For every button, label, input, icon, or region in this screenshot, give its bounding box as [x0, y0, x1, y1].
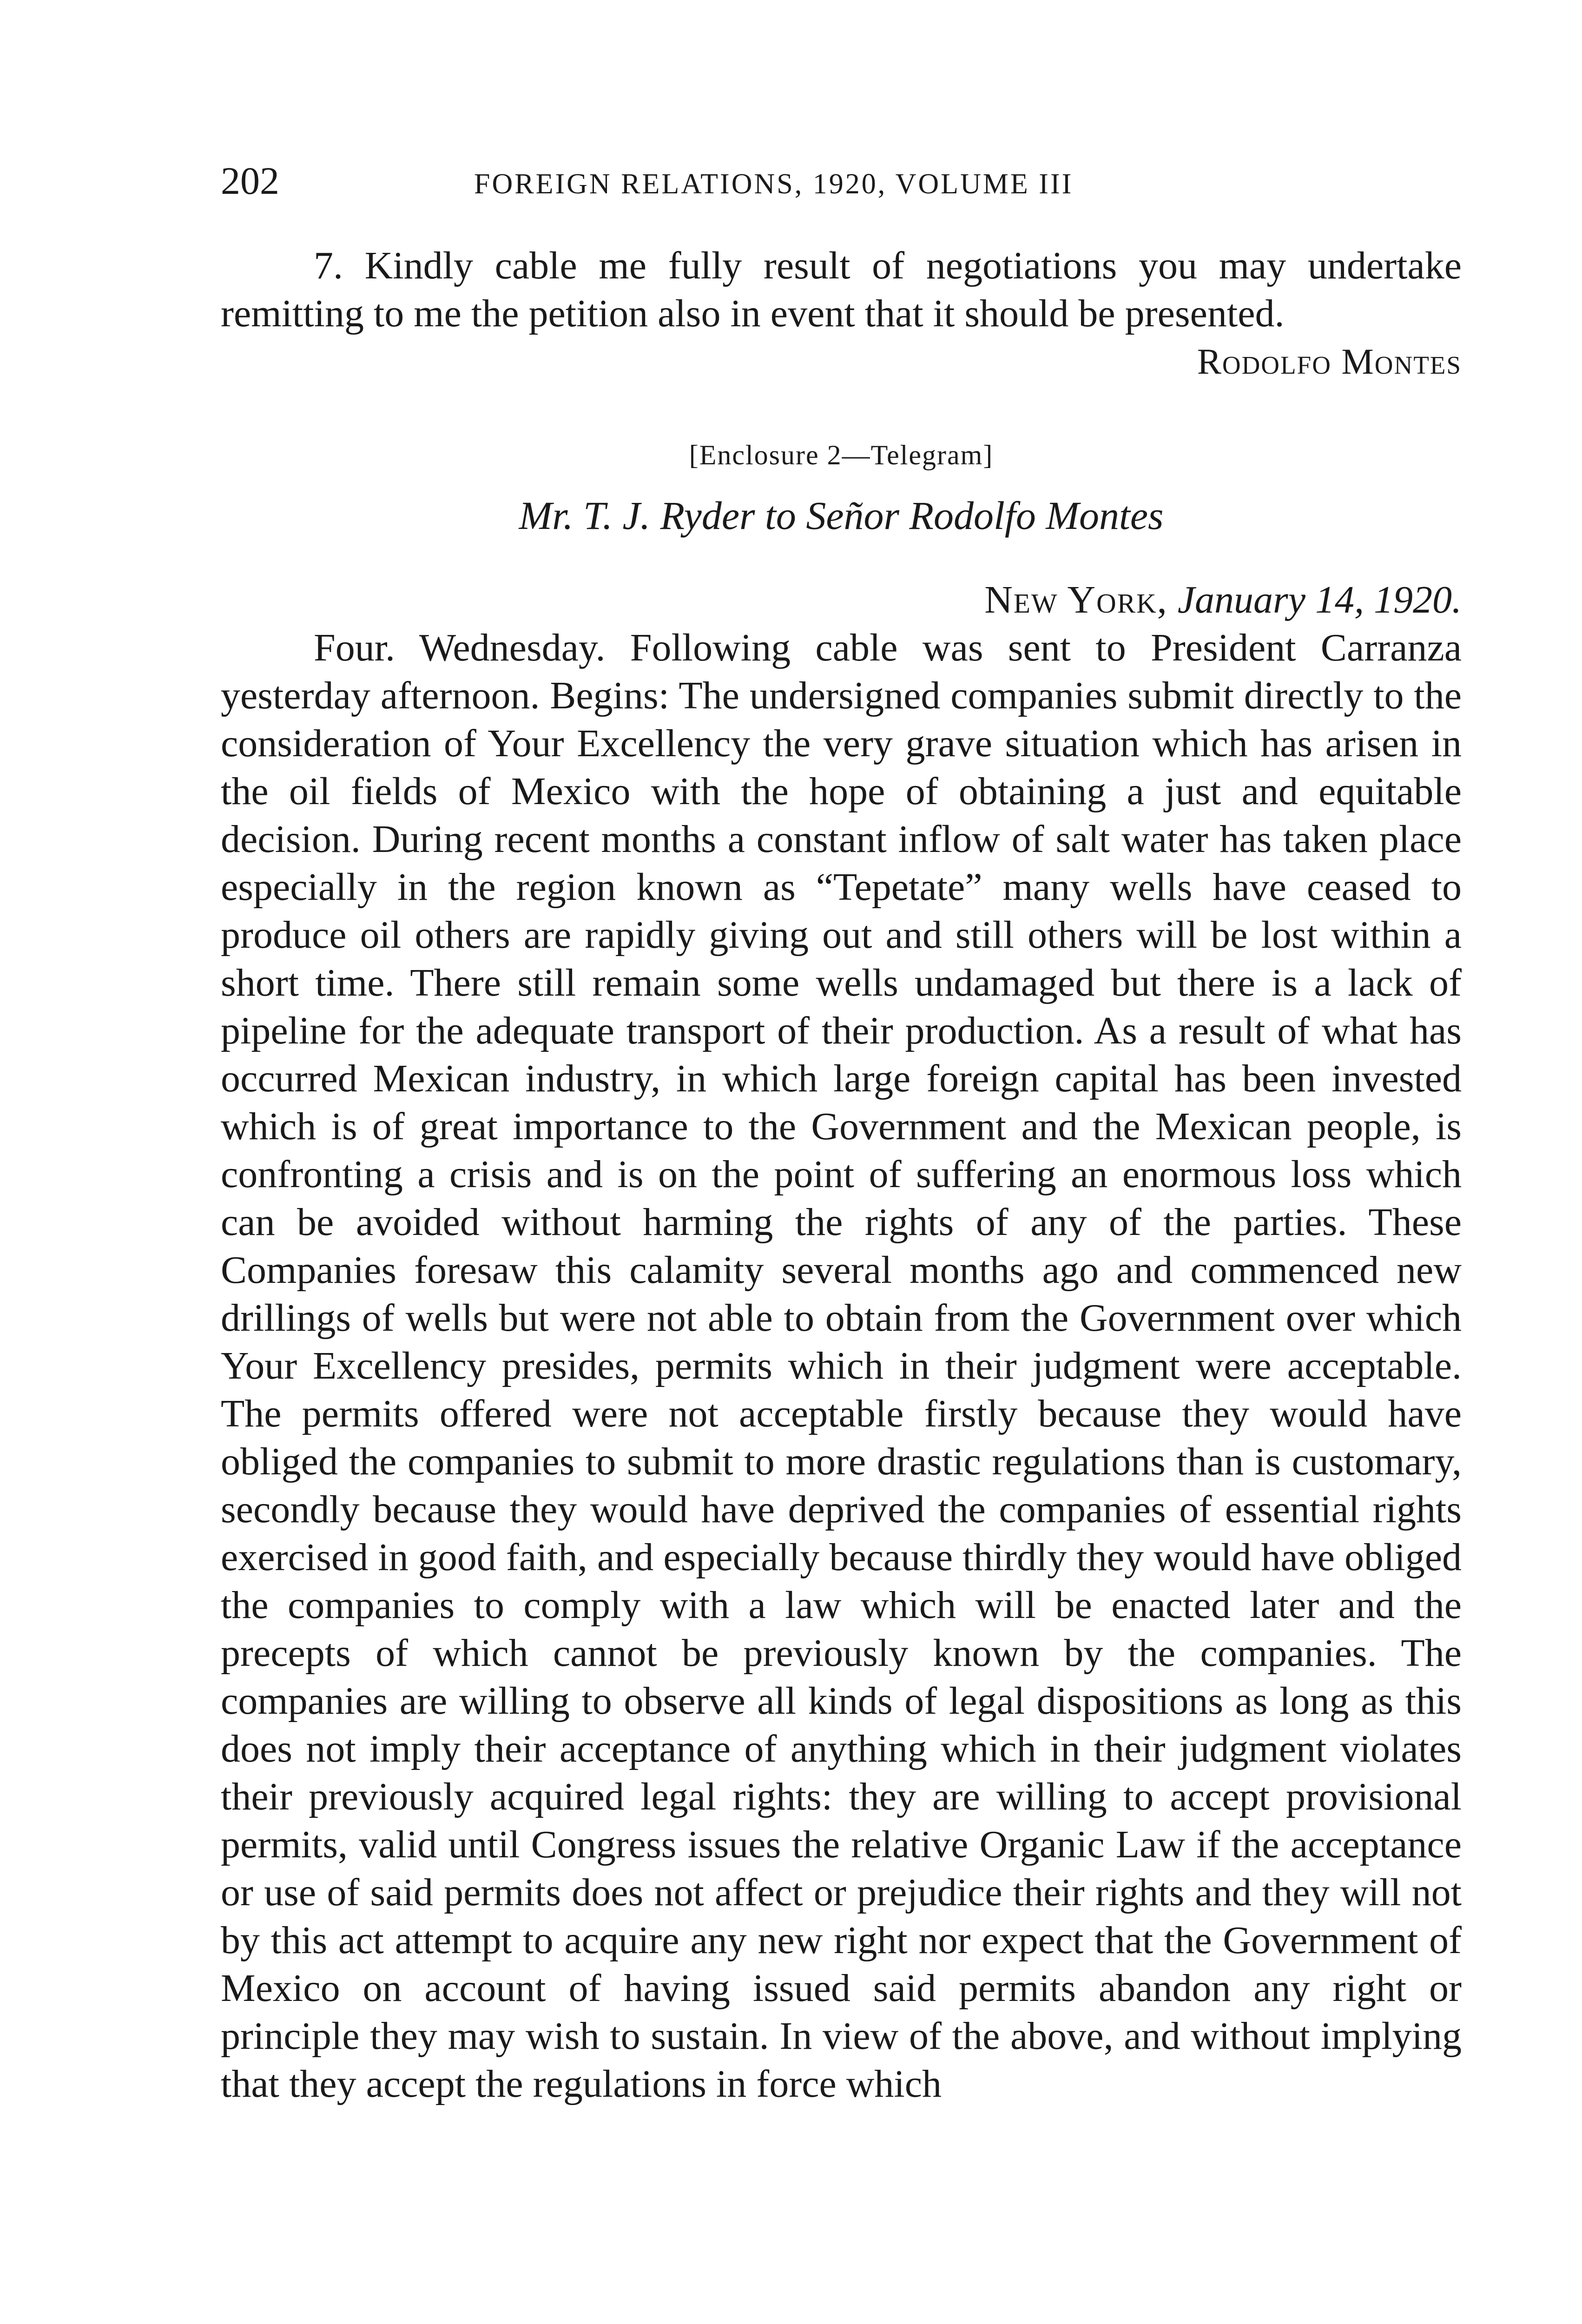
enclosure-label: [Enclosure 2—Telegram]	[689, 440, 994, 470]
dateline-date: January 14, 1920.	[1177, 578, 1462, 621]
dateline	[221, 576, 1462, 624]
page-header	[221, 153, 1462, 209]
dateline-place: New York,	[984, 578, 1168, 621]
signature: Rodolfo Montes	[1197, 341, 1462, 382]
page-number: 202	[221, 159, 279, 203]
page-body	[221, 242, 1462, 2108]
closing-paragraph: 7. Kindly cable me fully result of negotiations you may undertake remitting to me the petition also in event that it should be presented.	[221, 244, 1462, 335]
telegram-body: Four. Wednesday. Following cable was sent to President Carranza yesterday afternoon. Begins: The undersigned companies submit directly to the consideration of Your Excellency the very grave situation which has arisen in the oil fields of Mexico with the hope of obtaining a just and equitable decision. During recent months a constant inflow of salt water has taken place especially in the region known as “Tepetate” many wells have ceased to produce oil others are rapidly giving out and still others will be lost within a short time. There still remain some wells undamaged but there is a lack of pipeline for the adequate transport of their production. As a result of what has occurred Mexican industry, in which large foreign capital has been invested which is of great importance to the Government and the Mexican people, is confronting a crisis and is on the point of suffering an enormous loss which can be avoided without harming the rights of any of the parties. These Companies foresaw this calamity several months ago and commenced new drillings of wells but were not able to obtain from the Government over which Your Excellency presides, permits which in their judgment were acceptable. The permits offered were not acceptable firstly because they would have obliged the companies to submit to more drastic regulations than is customary, secondly because they would have deprived the companies of essential rights exercised in good faith, and especially because thirdly they would have obliged the companies to comply with a law which will be enacted later and the precepts of which cannot be previously known by the companies. The companies are willing to observe all kinds of legal dispositions as long as this does not imply their acceptance of anything which in their judgment violates their previously acquired legal rights: they are willing to accept provisional permits, valid until Congress issues the relative Organic Law if the acceptance or use of said permits does not affect or prejudice their rights and they will not by this act attempt to acquire any new right nor expect that the Government of Mexico on account of having issued said permits abandon any right or principle they may wish to sustain. In view of the above, and without implying that they accept the regulations in force which	[221, 626, 1462, 2106]
running-title: FOREIGN RELATIONS, 1920, VOLUME III	[474, 168, 1074, 200]
document-title: Mr. T. J. Ryder to Señor Rodolfo Montes	[519, 493, 1164, 538]
